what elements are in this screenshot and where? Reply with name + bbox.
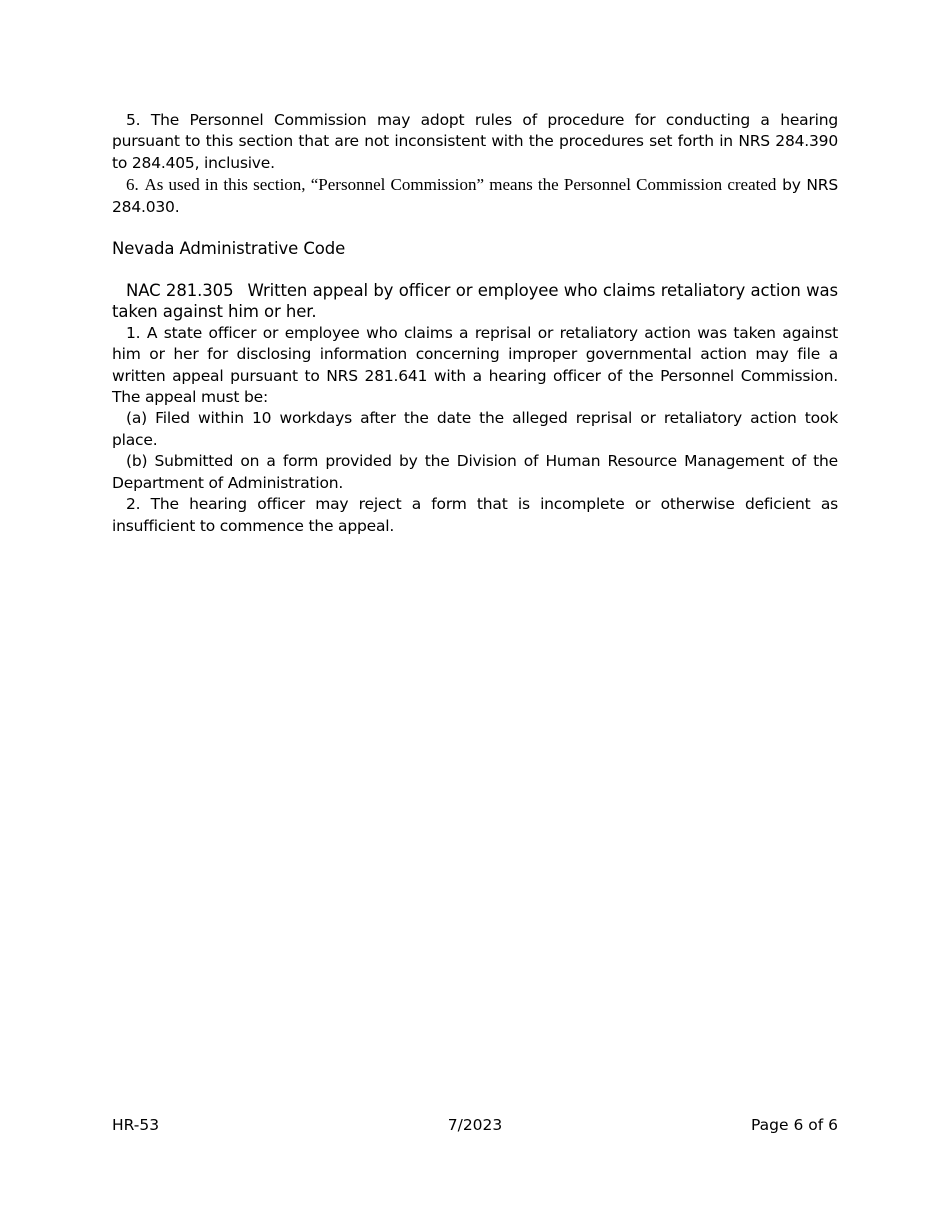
- section-6-number: 6.: [126, 175, 139, 195]
- nac-item-2-text: The hearing officer may reject a form that is incomplete or otherwise deficient as insufficient to commence the appeal.: [112, 495, 838, 535]
- section-5-text: The Personnel Commission may adopt rules of procedure for conducting a hearing pursuant to this section that are not inconsistent with the procedures set forth in NRS 284.390 to 284.405, inclusive.: [112, 111, 838, 172]
- nac-item-2: [112, 494, 838, 537]
- section-6-paragraph: [112, 174, 838, 218]
- nac-title-paragraph: [112, 280, 838, 323]
- document-body: [112, 110, 838, 537]
- section-heading: Nevada Administrative Code: [112, 239, 346, 259]
- nac-item-1b-text: Submitted on a form provided by the Division of Human Resource Management of the Department of Administration.: [112, 452, 838, 492]
- section-6-text-tail: by NRS 284.030.: [112, 176, 838, 216]
- nac-item-2-number: 2.: [126, 495, 141, 514]
- nac-code: NAC 281.305: [126, 281, 234, 301]
- nac-item-1b-label: (b): [126, 452, 148, 471]
- nac-item-1: [112, 323, 838, 409]
- nac-item-1a: [112, 408, 838, 451]
- footer-form-id: HR-53: [112, 1116, 160, 1134]
- nac-item-1-number: 1.: [126, 323, 141, 342]
- nac-item-1a-text: Filed within 10 workdays after the date the alleged reprisal or retaliatory action took place.: [112, 409, 838, 449]
- nac-item-1b: [112, 451, 838, 494]
- section-5-paragraph: [112, 110, 838, 174]
- section-5-number: 5.: [126, 111, 141, 129]
- footer-date: 7/2023: [447, 1116, 503, 1134]
- section-6-text: As used in this section, “Personnel Commission” means the Personnel Commission created: [144, 175, 777, 195]
- nac-item-1-text: A state officer or employee who claims a reprisal or retaliatory action was taken against him or her for disclosing information concerning improper governmental action may file a written appeal pursuant to NRS 281.641 with a hearing officer of the Personnel Commission. The appeal must be:: [112, 323, 838, 407]
- nac-item-1a-label: (a): [126, 409, 147, 428]
- footer-page-number: Page 6 of 6: [751, 1116, 838, 1134]
- nac-title: Written appeal by officer or employee who claims retaliatory action was taken against him or her.: [112, 281, 838, 322]
- page-footer: [112, 1114, 838, 1136]
